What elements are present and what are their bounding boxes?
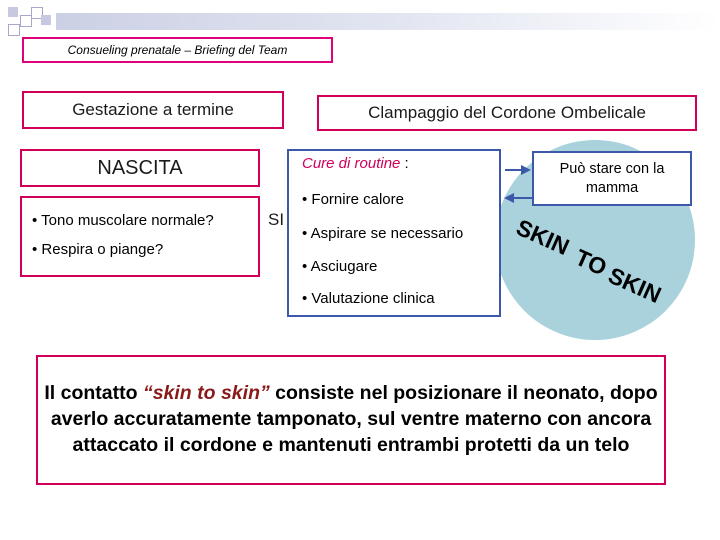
arrow-from-mamma-icon	[504, 193, 514, 203]
definition-after: consiste nel posizionare il neonato, dopo averlo accuratamente tamponato, sul ventre materno con ancora attaccato il cordone e mantenuti entrambi protetti da un telo	[50, 382, 658, 456]
check-tono: • Tono muscolare normale?	[32, 212, 214, 229]
header-title: Consueling prenatale – Briefing del Team	[67, 43, 288, 57]
clampaggio-label: Clampaggio del Cordone Ombelicale	[368, 103, 646, 122]
routine-title: Cure di routine	[302, 155, 401, 172]
routine-item-valutazione: • Valutazione clinica	[302, 290, 435, 307]
definition-before: Il contatto	[44, 382, 143, 405]
routine-item-calore: • Fornire calore	[302, 191, 404, 208]
definition-quote: “skin to skin”	[142, 382, 270, 405]
routine-item-aspirare: • Aspirare se necessario	[302, 225, 464, 242]
definition-text	[44, 381, 658, 458]
check-respira: • Respira o piange?	[32, 241, 164, 258]
mamma-box	[532, 151, 692, 206]
skin-word-3: SKIN	[604, 262, 666, 309]
mamma-label: Può stare con la mamma	[559, 160, 665, 196]
arrow-to-mamma-icon	[521, 165, 531, 175]
routine-item-asciugare: • Asciugare	[302, 258, 378, 275]
si-label: SI	[268, 210, 285, 229]
skin-word-2: TO	[571, 244, 611, 281]
definition-box	[36, 355, 666, 485]
gestazione-label: Gestazione a termine	[72, 100, 234, 119]
nascita-label: NASCITA	[97, 156, 183, 179]
skin-word-1: SKIN	[512, 214, 574, 261]
routine-colon: :	[400, 155, 409, 172]
